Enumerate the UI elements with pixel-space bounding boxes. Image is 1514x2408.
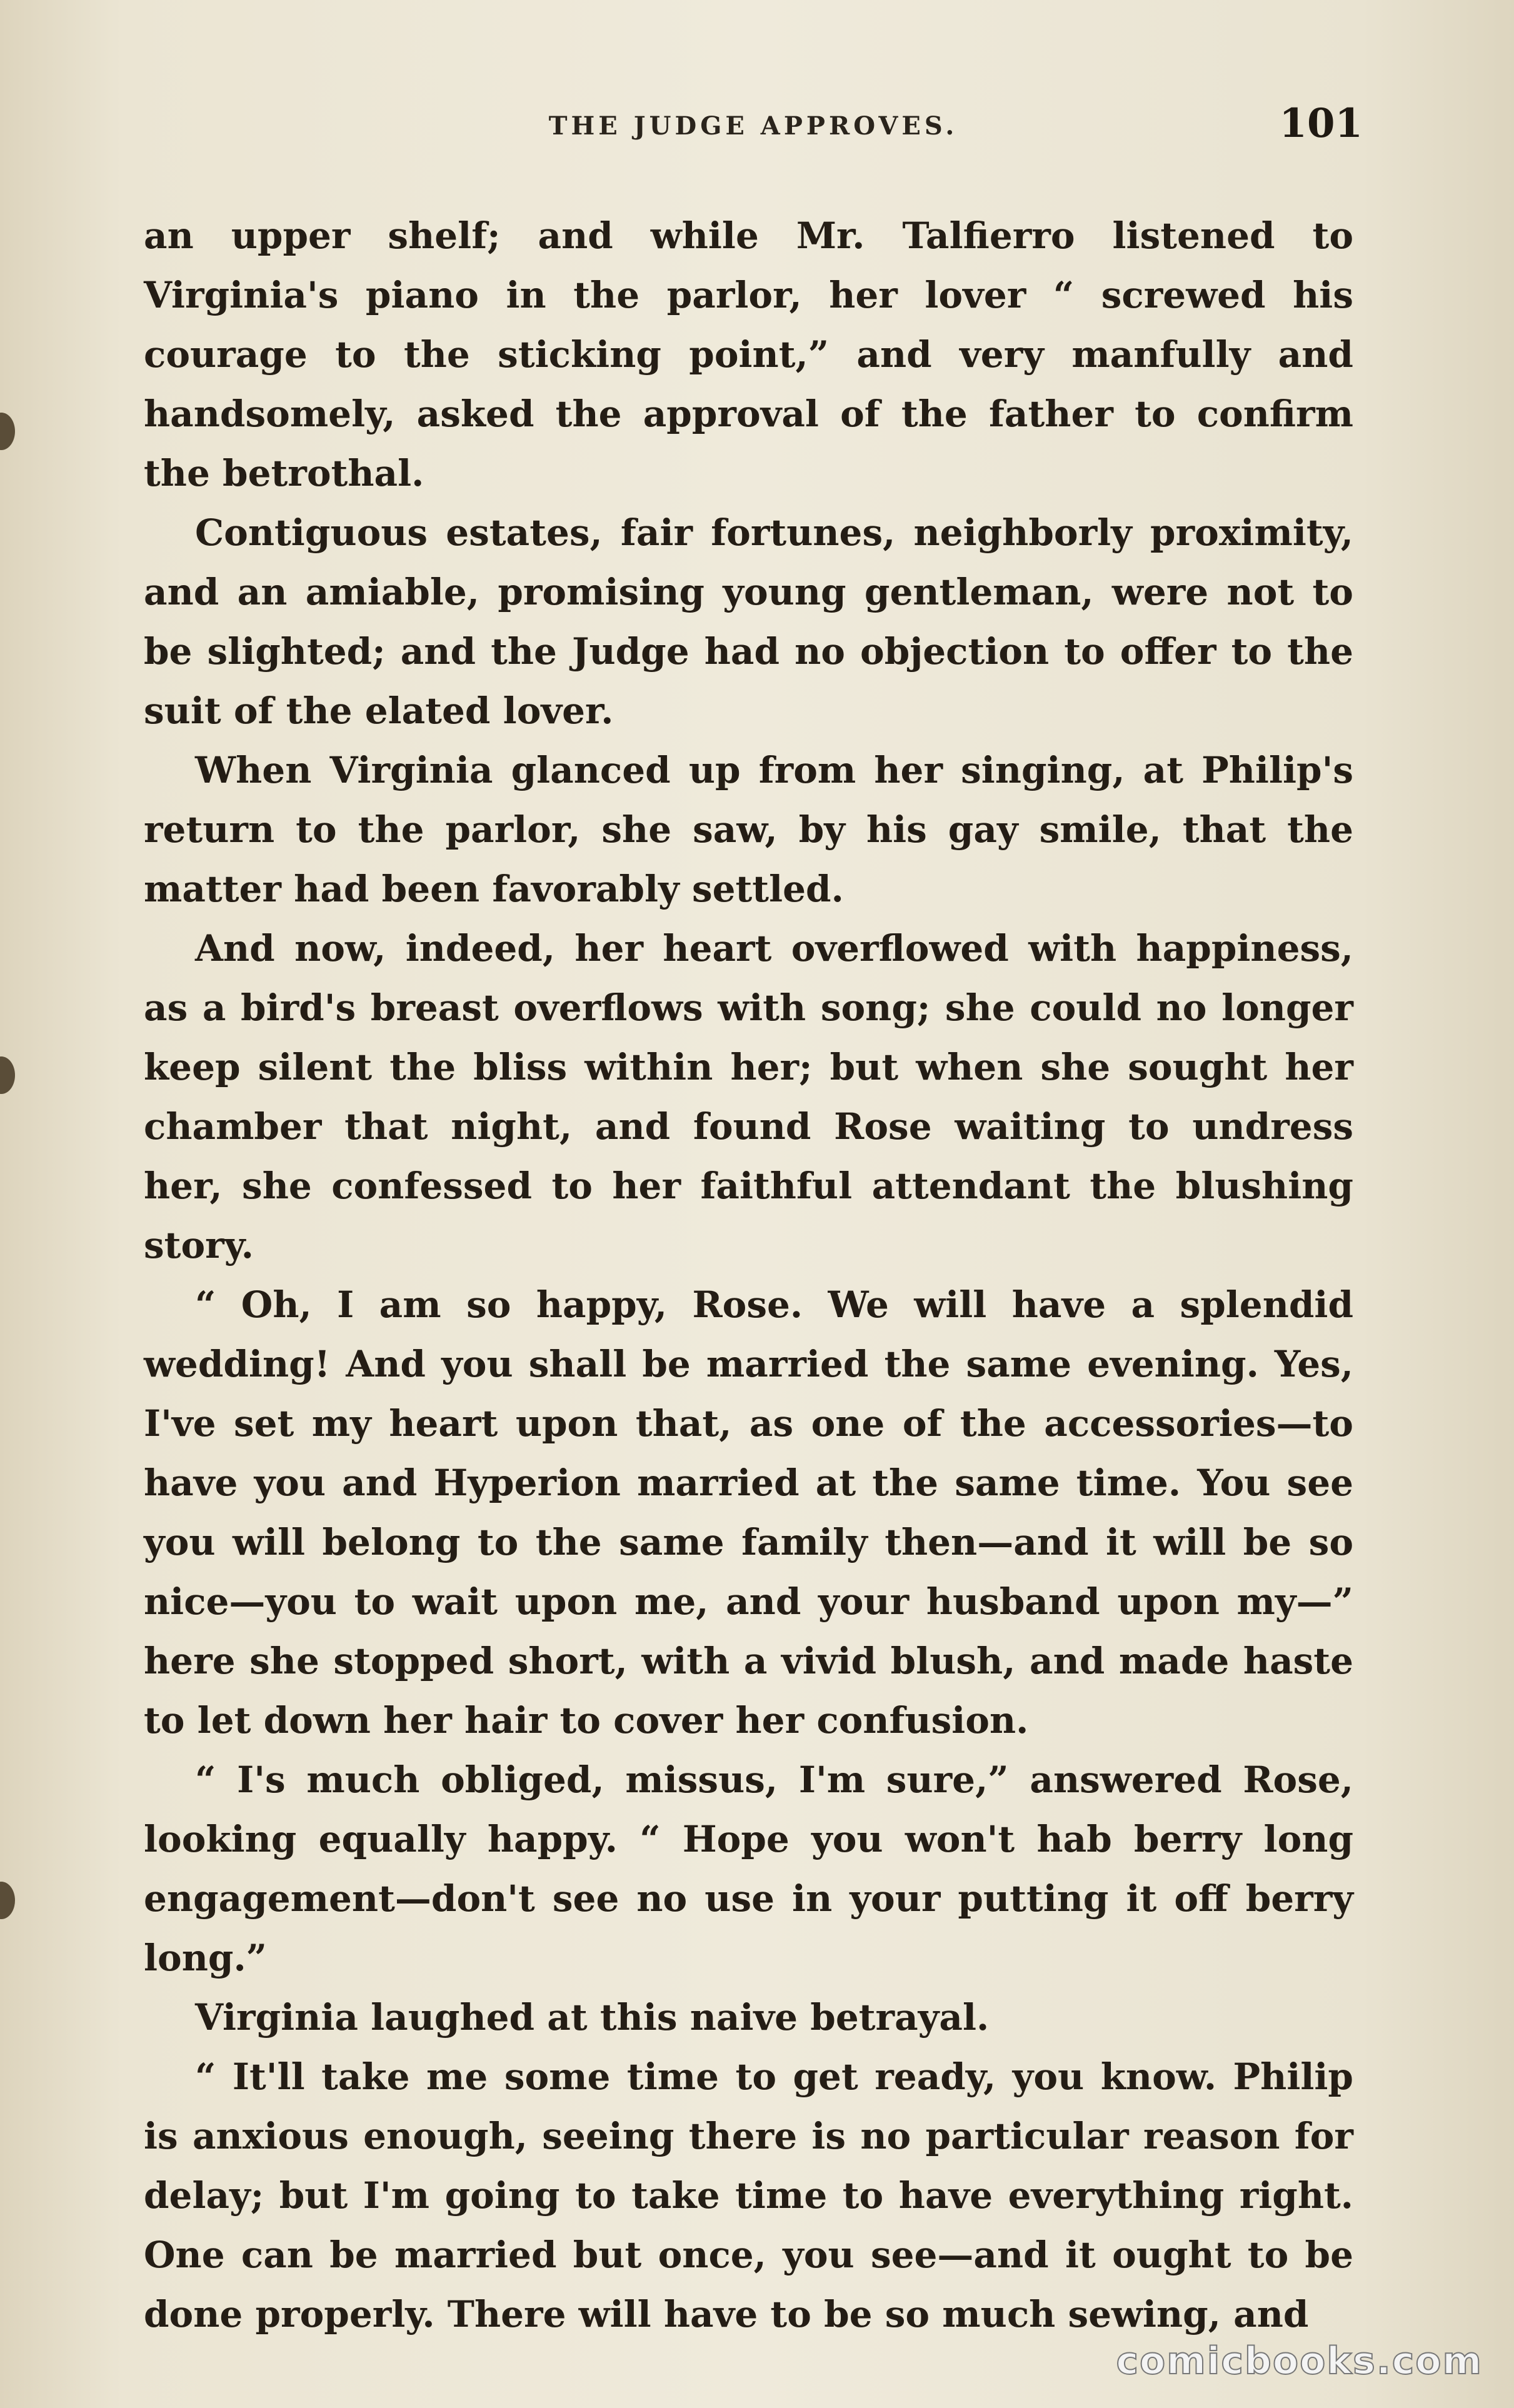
paragraph: When Virginia glanced up from her singing, at Philip's return to the parlor, she saw, by his gay smile, that the matter had been favorably settled. — [144, 749, 1353, 910]
page-number: 101 — [1279, 100, 1363, 147]
paragraph: “ I's much obliged, missus, I'm sure,” answered Rose, looking equally happy. “ Hope you won't hab berry long engagement—don't see no use in your putting it off berry long.” — [144, 1758, 1353, 1979]
watermark: comicbooks.com — [1116, 2339, 1483, 2383]
paragraph: Virginia laughed at this naive betrayal. — [195, 1996, 990, 2039]
running-head — [144, 100, 1363, 150]
binding-hole — [0, 1056, 15, 1094]
binding-hole — [0, 1882, 15, 1919]
paragraph: an upper shelf; and while Mr. Talfierro listened to Virginia's piano in the parlor, her lover “ screwed his courage to the sticking point,” and very manfully and handsomely, asked the approval of the father to confirm the betrothal. — [144, 214, 1353, 494]
paragraph: “ Oh, I am so happy, Rose. We will have a splendid wedding! And you shall be married the same evening. Yes, I've set my heart upon that, as one of the accessories—to have you and Hyperion married at the same time. You see you will belong to the same family then—and it will be so nice—you to wait upon me, and your husband upon my—” here she stopped short, with a vivid blush, and made haste to let down her hair to cover her confusion. — [144, 1283, 1353, 1742]
paragraph: Contiguous estates, fair fortunes, neighborly proximity, and an amiable, promising young gentleman, were not to be slighted; and the Judge had no objection to offer to the suit of the elated lover. — [144, 511, 1353, 732]
running-title: THE JUDGE APPROVES. — [548, 111, 958, 141]
binding-hole — [0, 413, 15, 450]
paragraph: And now, indeed, her heart overflowed with happiness, as a bird's breast overflows with song; she could no longer keep silent the bliss within her; but when she sought her chamber that night, and found Rose waiting to undress her, she confessed to her faithful attendant the blushing story. — [144, 927, 1353, 1267]
paragraph: “ It'll take me some time to get ready, you know. Philip is anxious enough, seeing there is no particular reason for delay; but I'm going to take time to have everything right. One can be married but once, you see—and it ought to be done properly. There will have to be so much sewing, and — [144, 2055, 1353, 2335]
body-text — [144, 206, 1353, 2344]
